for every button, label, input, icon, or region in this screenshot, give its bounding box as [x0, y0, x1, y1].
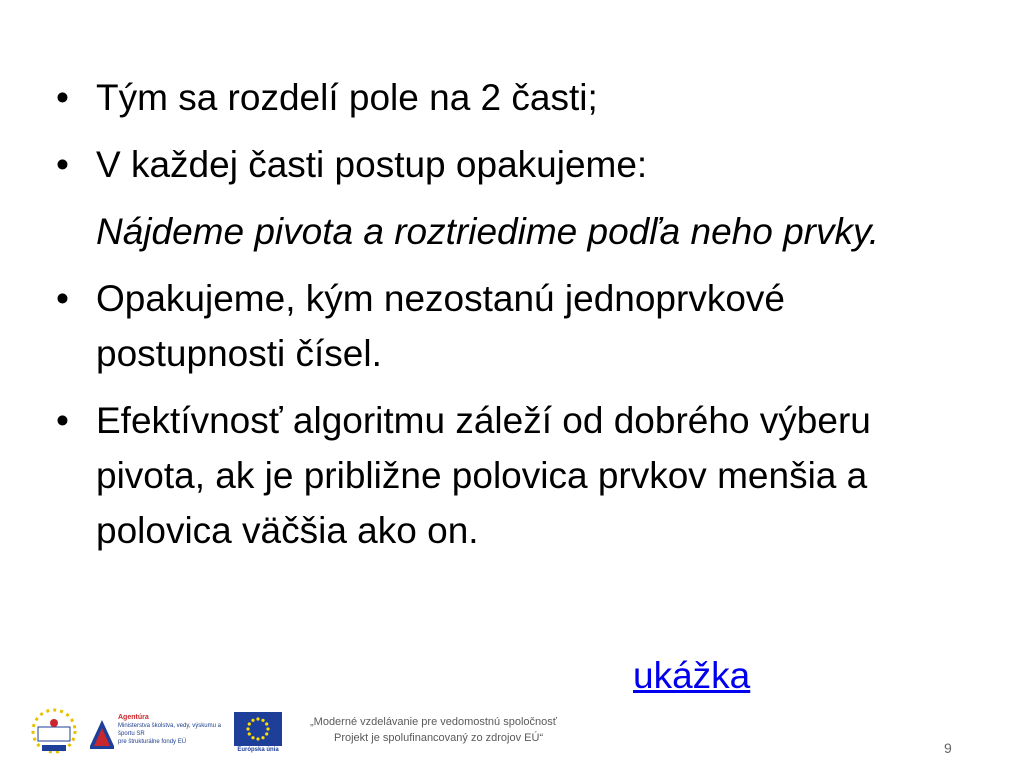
footer-quote-line: „Moderné vzdelávanie pre vedomostnú spoločnosť: [310, 716, 557, 728]
footer-quote: [310, 714, 600, 746]
sub-italic-text: Nájdeme pivota a roztriedime podľa neho prvky.: [96, 211, 880, 252]
eu-stars-icon: [234, 712, 282, 746]
demo-link[interactable]: ukážka: [633, 655, 751, 696]
operational-program-icon: [28, 705, 80, 763]
slide-content: [56, 70, 956, 570]
bullet-item: • Tým sa rozdelí pole na 2 časti;: [56, 70, 956, 125]
agentura-book-icon: [88, 712, 116, 752]
footer: [0, 700, 1024, 768]
agentura-title: Agentúra: [118, 714, 149, 721]
bullet-item: • Opakujeme, kým nezostanú jednoprvkové postupnosti čísel.: [56, 271, 956, 381]
bullet-item: • Efektívnosť algoritmu záleží od dobrého výberu pivota, ak je približne polovica prvkov menšia a polovica väčšia ako on.: [56, 393, 956, 558]
bullet-item: • V každej časti postup opakujeme:: [56, 137, 956, 192]
operational-program-logo: [28, 705, 80, 763]
agentura-line: pre štrukturálne fondy EÚ: [118, 739, 187, 745]
eu-label: Európska únia: [237, 747, 279, 753]
agentura-logo: [88, 712, 228, 752]
footer-quote-line: Projekt je spolufinancovaný zo zdrojov EÚ“: [334, 732, 544, 744]
agentura-text: [118, 714, 228, 746]
eu-flag-icon: [234, 712, 282, 746]
eu-logo: [234, 712, 282, 758]
agentura-line: Ministerstva školstva, vedy, výskumu a športu SR: [118, 723, 221, 737]
page-number: 9: [944, 740, 952, 756]
